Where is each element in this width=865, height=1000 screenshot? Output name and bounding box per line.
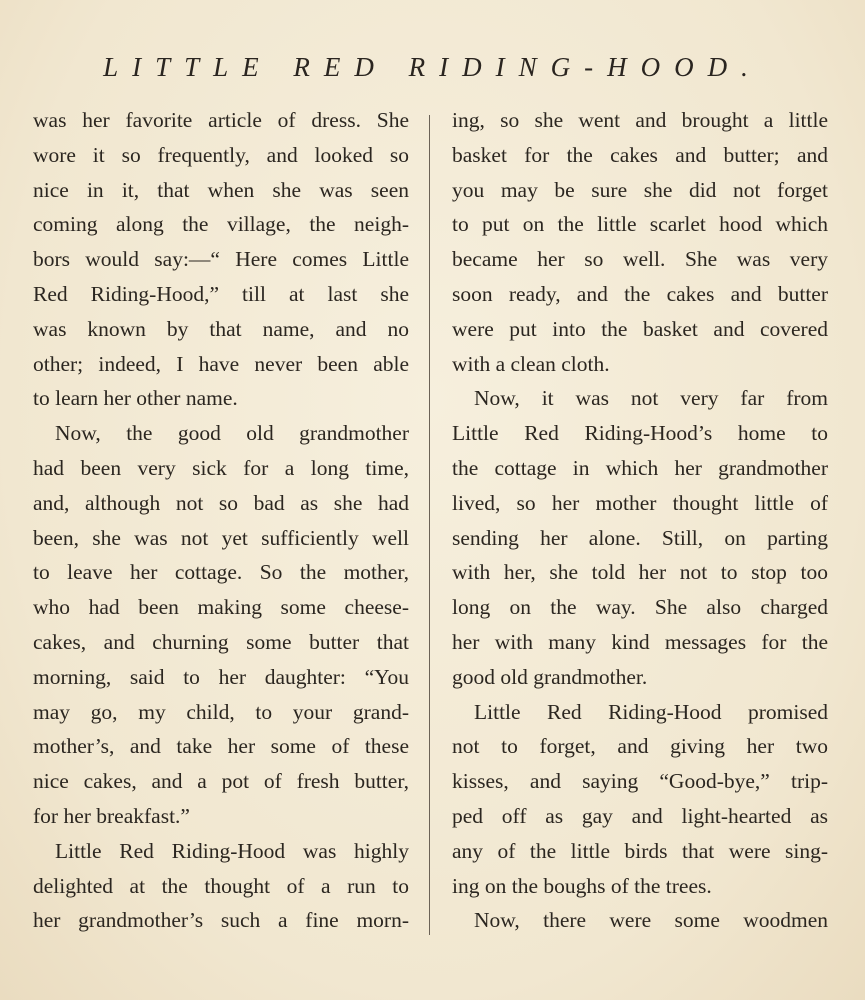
text-line: been, she was not yet sufficiently well: [33, 525, 409, 550]
text-line: who had been making some cheese-: [33, 595, 409, 620]
text-line: may go, my child, to your grand-: [33, 699, 409, 724]
text-line: to leave her cottage. So the mother,: [33, 560, 409, 585]
text-line: became her so well. She was very: [452, 247, 828, 272]
text-line: her grandmother’s such a fine morn-: [33, 908, 409, 933]
text-line: to learn her other name.: [33, 386, 238, 411]
text-line: was her favorite article of dress. She: [33, 108, 409, 132]
text-line: ing, so she went and brought a little: [452, 108, 828, 132]
text-line: mother’s, and take her some of these: [33, 734, 409, 759]
column-divider: [429, 115, 430, 935]
text-line: Red Riding-Hood,” till at last she: [33, 281, 409, 306]
text-line: Little Red Riding-Hood promised: [474, 699, 828, 724]
page-title: LITTLE RED RIDING-HOOD.: [103, 52, 762, 82]
text-line: with a clean cloth.: [452, 351, 610, 376]
text-line: ing on the boughs of the trees.: [452, 873, 712, 898]
text-line: delighted at the thought of a run to: [33, 873, 409, 898]
text-line: sending her alone. Still, on parting: [452, 525, 828, 550]
text-line: Now, there were some woodmen: [474, 908, 828, 933]
text-line: kisses, and saying “Good-bye,” trip-: [452, 769, 828, 794]
text-line: and, although not so bad as she had: [33, 490, 409, 515]
text-line: ped off as gay and light-hearted as: [452, 803, 828, 828]
text-line: coming along the village, the neigh-: [33, 212, 409, 237]
text-line: Now, it was not very far from: [474, 386, 828, 411]
text-line: Now, the good old grandmother: [55, 421, 409, 446]
text-line: to put on the little scarlet hood which: [452, 212, 828, 237]
text-line: not to forget, and giving her two: [452, 734, 828, 759]
left-text-column: [33, 103, 409, 938]
text-line: were put into the basket and covered: [452, 316, 828, 341]
text-line: you may be sure she did not forget: [452, 177, 828, 202]
text-line: good old grandmother.: [452, 664, 648, 689]
text-line: cakes, and churning some butter that: [33, 629, 409, 654]
text-line: with her, she told her not to stop too: [452, 560, 828, 585]
text-line: other; indeed, I have never been able: [33, 351, 409, 376]
text-line: her with many kind messages for the: [452, 629, 828, 654]
text-line: had been very sick for a long time,: [33, 455, 409, 480]
text-line: basket for the cakes and butter; and: [452, 142, 828, 167]
text-line: Little Red Riding-Hood was highly: [55, 838, 409, 863]
text-line: nice cakes, and a pot of fresh butter,: [33, 769, 409, 794]
text-line: was known by that name, and no: [33, 316, 409, 341]
text-line: wore it so frequently, and looked so: [33, 142, 409, 167]
text-line: Little Red Riding-Hood’s home to: [452, 421, 828, 446]
text-line: the cottage in which her grandmother: [452, 455, 828, 480]
text-line: lived, so her mother thought little of: [452, 490, 828, 515]
text-line: morning, said to her daughter: “You: [33, 664, 409, 689]
text-line: bors would say:—“ Here comes Little: [33, 247, 409, 272]
text-line: soon ready, and the cakes and butter: [452, 281, 828, 306]
text-line: for her breakfast.”: [33, 803, 190, 828]
text-line: any of the little birds that were sing-: [452, 838, 828, 863]
text-line: nice in it, that when she was seen: [33, 177, 409, 202]
text-line: long on the way. She also charged: [452, 595, 828, 620]
right-text-column: [452, 103, 828, 938]
